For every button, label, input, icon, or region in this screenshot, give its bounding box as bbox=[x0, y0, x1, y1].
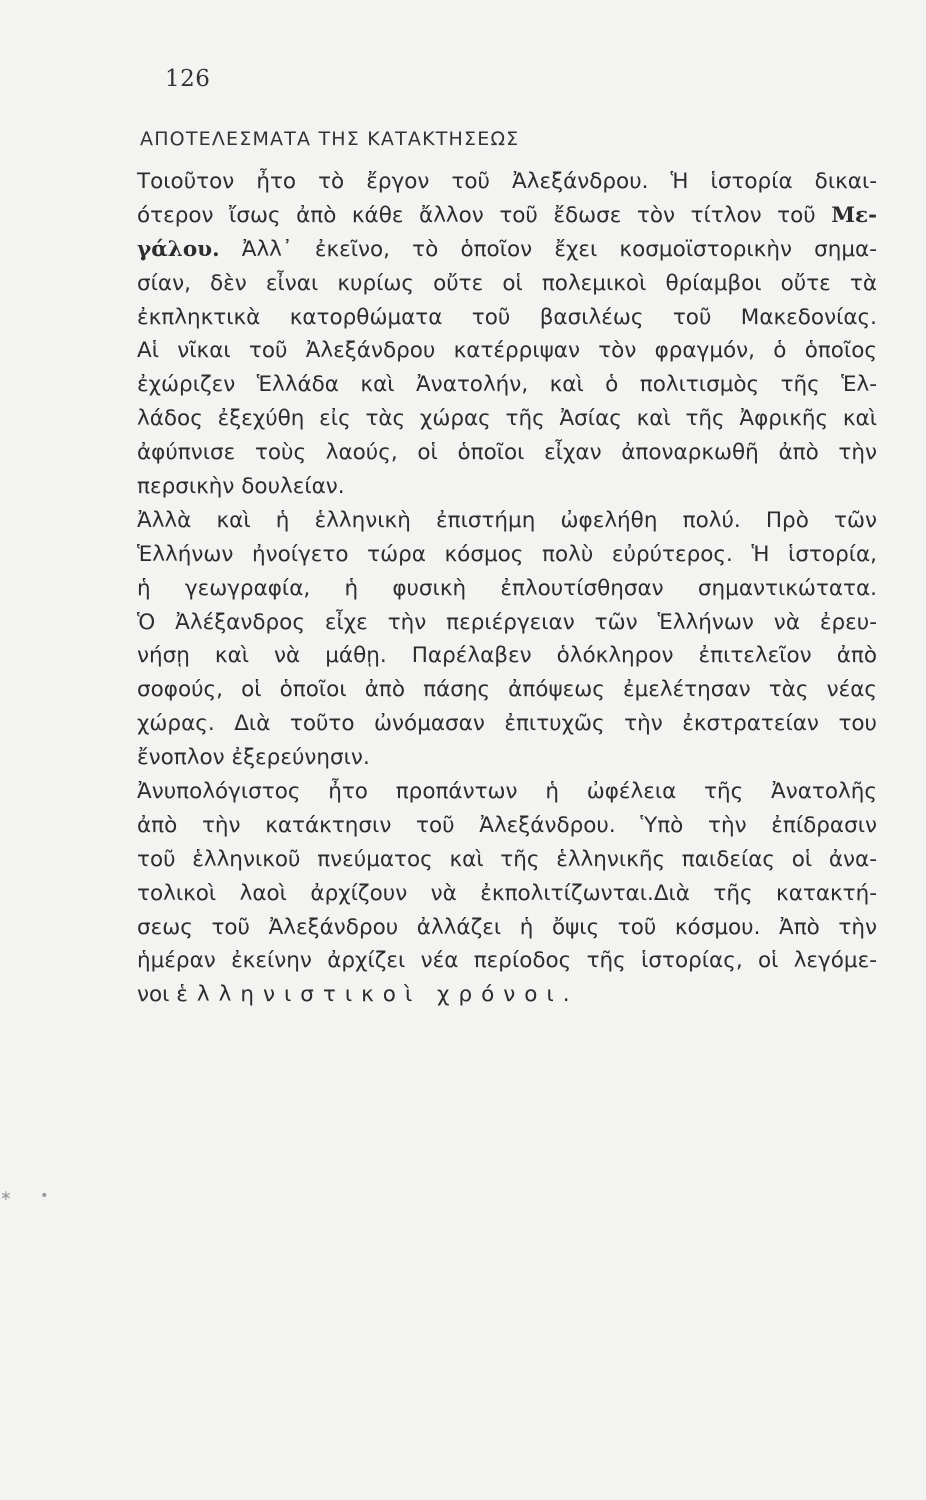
text-line: ἐχώριζεν Ἑλλάδα καὶ Ἀνατολήν, καὶ ὁ πολιτισμὸς τῆς Ἑλ- bbox=[137, 372, 877, 398]
text-line: Ἀνυπολόγιστος ἦτο προπάντων ἡ ὠφέλεια τῆς Ἀνατολῆς bbox=[137, 779, 877, 805]
text-line: ἀπὸ τὴν κατάκτησιν τοῦ Ἀλεξάνδρου. Ὑπὸ τὴν ἐπίδρασιν bbox=[137, 812, 877, 838]
text-line: ἀφύπνισε τοὺς λαούς, οἱ ὁποῖοι εἶχαν ἀποναρκωθῆ ἀπὸ τὴν bbox=[137, 440, 877, 466]
text-segment: νοι bbox=[137, 982, 170, 1008]
bold-word: Με- bbox=[831, 202, 878, 228]
text-line bbox=[137, 978, 877, 1012]
text-line: χώρας. Διὰ τοῦτο ὠνόμασαν ἐπιτυχῶς τὴν ἐκστρατείαν του bbox=[137, 711, 877, 737]
running-head: ΑΠΟΤΕΛΕΣΜΑΤΑ ΤΗΣ ΚΑΤΑΚΤΗΣΕΩΣ bbox=[140, 128, 520, 150]
text-line: ἔνοπλον ἐξερεύνησιν. bbox=[137, 745, 370, 771]
text-line: σεως τοῦ Ἀλεξάνδρου ἀλλάζει ἡ ὄψις τοῦ κόσμου. Ἀπὸ τὴν bbox=[137, 914, 877, 940]
text-line: Αἱ νῖκαι τοῦ Ἀλεξάνδρου κατέρριψαν τὸν φραγμόν, ὁ ὁποῖος bbox=[137, 338, 877, 364]
text-line: ἡμέραν ἐκείνην ἀρχίζει νέα περίοδος τῆς ἱστορίας, οἱ λεγόμε- bbox=[137, 948, 877, 974]
text-line: ἡ γεωγραφία, ἡ φυσικὴ ἐπλουτίσθησαν σημαντικώτατα. bbox=[137, 575, 877, 601]
text-line: Ἀλλὰ καὶ ἡ ἑλληνικὴ ἐπιστήμη ὠφελήθη πολύ. Πρὸ τῶν bbox=[137, 507, 877, 533]
text-line: Ἑλλήνων ἠνοίγετο τώρα κόσμος πολὺ εὐρύτερος. Ἡ ἱστορία, bbox=[137, 541, 877, 567]
text-line bbox=[137, 199, 877, 233]
spaced-emphasis: ἑλληνιστικοὶ χρόνοι. bbox=[176, 982, 579, 1008]
text-line: Τοιοῦτον ἦτο τὸ ἔργον τοῦ Ἀλεξάνδρου. Ἡ ἱστορία δικαι- bbox=[137, 169, 877, 194]
text-line bbox=[137, 233, 877, 267]
page-number: 126 bbox=[165, 66, 211, 92]
text-segment: ότερον ἴσως ἀπὸ κάθε ἄλλον τοῦ ἔδωσε τὸν τίτλον τοῦ bbox=[137, 202, 816, 228]
text-line: λάδος ἐξεχύθη εἰς τὰς χώρας τῆς Ἀσίας καὶ τῆς Ἀφρικῆς καὶ bbox=[137, 406, 877, 432]
text-line: ἐκπληκτικὰ κατορθώματα τοῦ βασιλέως τοῦ Μακεδονίας. bbox=[137, 304, 877, 330]
text-line: σοφούς, οἱ ὁποῖοι ἀπὸ πάσης ἀπόψεως ἐμελέτησαν τὰς νέας bbox=[137, 677, 877, 703]
text-line: νήσῃ καὶ νὰ μάθῃ. Παρέλαβεν ὁλόκληρον ἐπιτελεῖον ἀπὸ bbox=[137, 643, 877, 669]
text-segment: Ἀλλ᾿ ἐκεῖνο, τὸ ὁποῖον ἔχει κοσμοϊστορικὴν σημα- bbox=[219, 236, 877, 262]
margin-marks: ∗ • bbox=[0, 1188, 61, 1204]
text-line: τολικοὶ λαοὶ ἀρχίζουν νὰ ἐκπολιτίζωνται.Διὰ τῆς κατακτή- bbox=[137, 880, 877, 906]
bold-word: γάλου. bbox=[137, 236, 220, 262]
body-text bbox=[137, 165, 877, 1012]
text-line: περσικὴν δουλείαν. bbox=[137, 474, 345, 500]
text-line: Ὁ Ἀλέξανδρος εἶχε τὴν περιέργειαν τῶν Ἑλλήνων νὰ ἐρευ- bbox=[137, 609, 877, 635]
text-line: τοῦ ἑλληνικοῦ πνεύματος καὶ τῆς ἑλληνικῆς παιδείας οἱ ἀνα- bbox=[137, 846, 877, 872]
text-line: σίαν, δὲν εἶναι κυρίως οὔτε οἱ πολεμικοὶ θρίαμβοι οὔτε τὰ bbox=[137, 270, 877, 296]
